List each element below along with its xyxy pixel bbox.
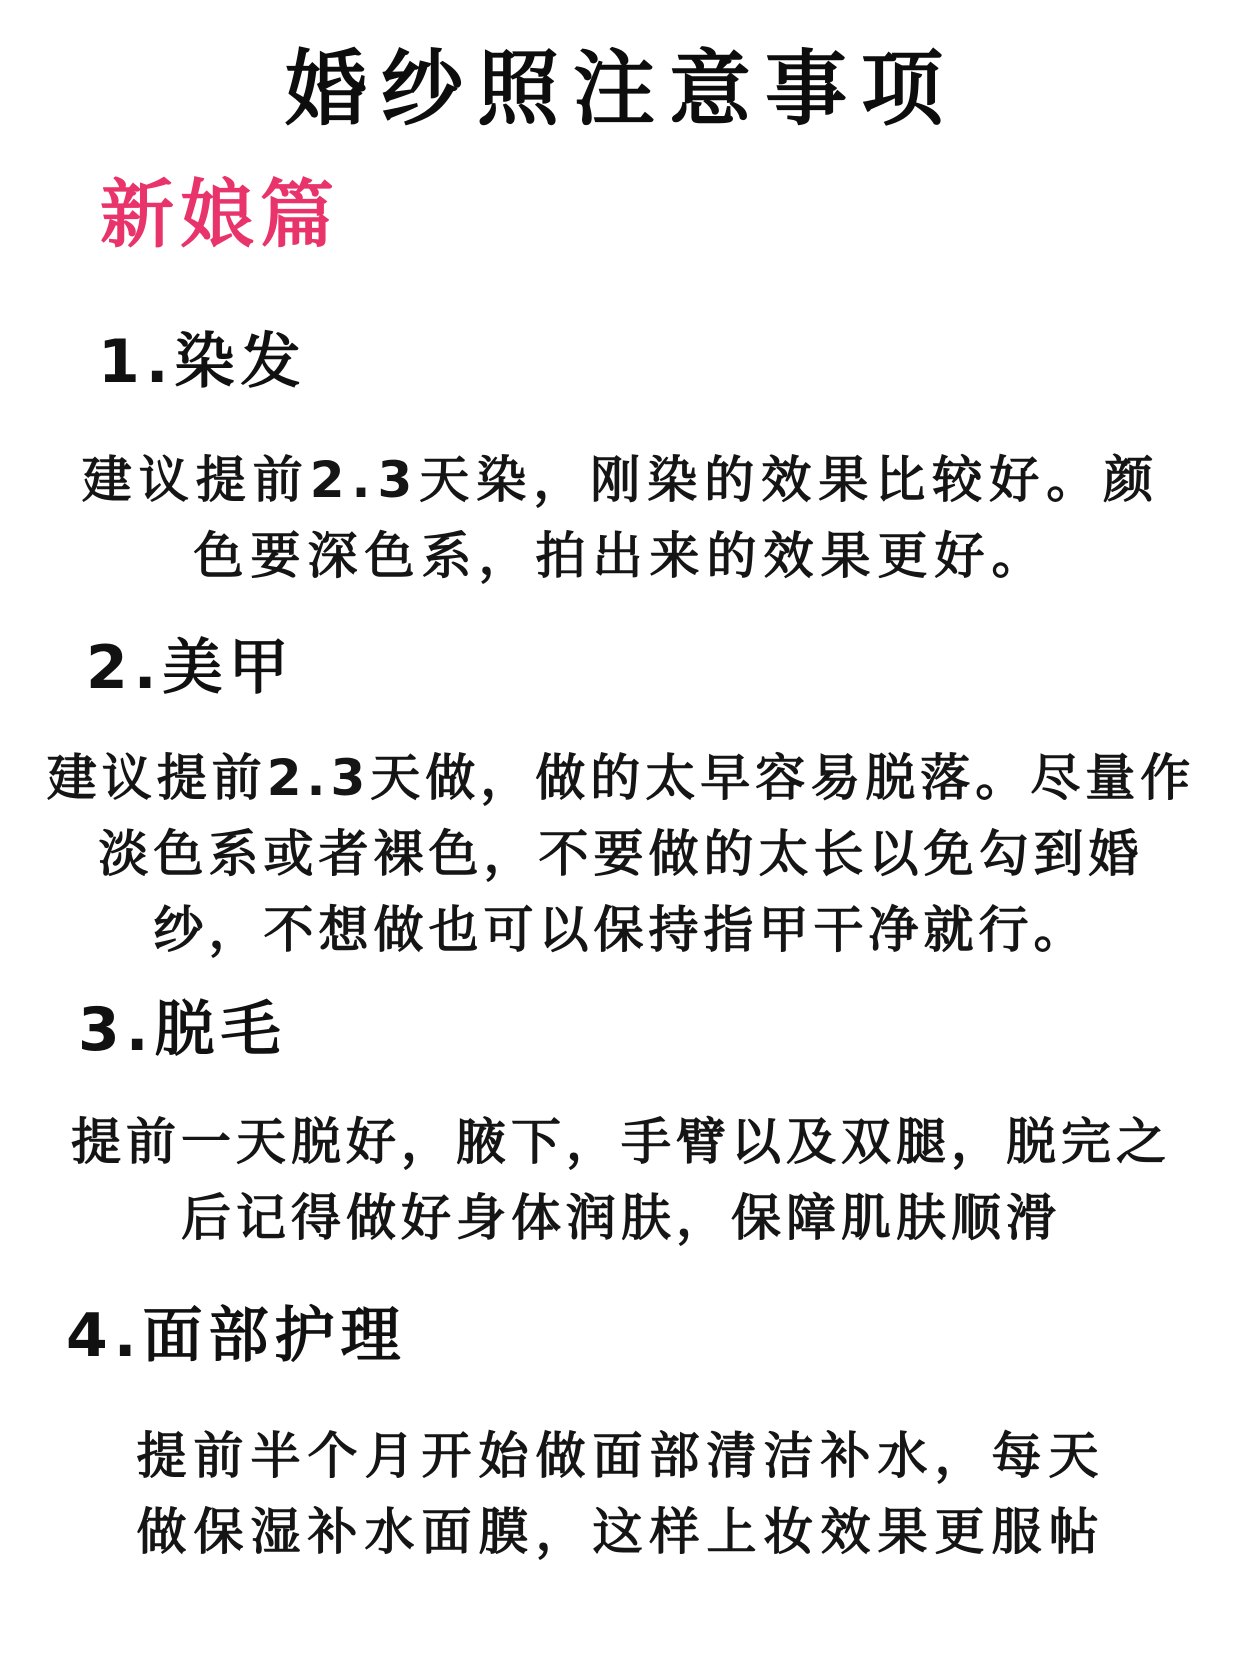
paragraph-line: 建议提前2.3天做，做的太早容易脱落。尽量作 [46,749,1196,807]
heading-hair-dye: 1.染发 [98,327,307,397]
paragraph-line: 淡色系或者裸色，不要做的太长以免勾到婚 [98,825,1144,883]
paragraph-line: 做保湿补水面膜，这样上妆效果更服帖 [136,1503,1106,1561]
paragraph-line: 色要深色系，拍出来的效果更好。 [193,527,1049,585]
paragraph-line: 建议提前2.3天染，刚染的效果比较好。颜 [81,451,1161,509]
paragraph-facial-care [0,1418,1242,1570]
paragraph-manicure [0,740,1242,968]
paragraph-line: 提前半个月开始做面部清洁补水，每天 [136,1427,1106,1485]
paragraph-line: 纱，不想做也可以保持指甲干净就行。 [153,901,1089,959]
heading-facial-care: 4.面部护理 [66,1301,407,1371]
heading-hair-removal: 3.脱毛 [78,995,287,1065]
paragraph-line: 后记得做好身体润肤，保障肌肤顺滑 [181,1189,1061,1247]
paragraph-hair-removal [0,1104,1242,1256]
paragraph-line: 提前一天脱好，腋下，手臂以及双腿，脱完之 [71,1113,1171,1171]
page-title: 婚纱照注意事项 [284,42,957,137]
heading-manicure: 2.美甲 [86,633,295,703]
section-subtitle-bride: 新娘篇 [100,172,340,258]
paragraph-hair-dye [0,442,1242,594]
